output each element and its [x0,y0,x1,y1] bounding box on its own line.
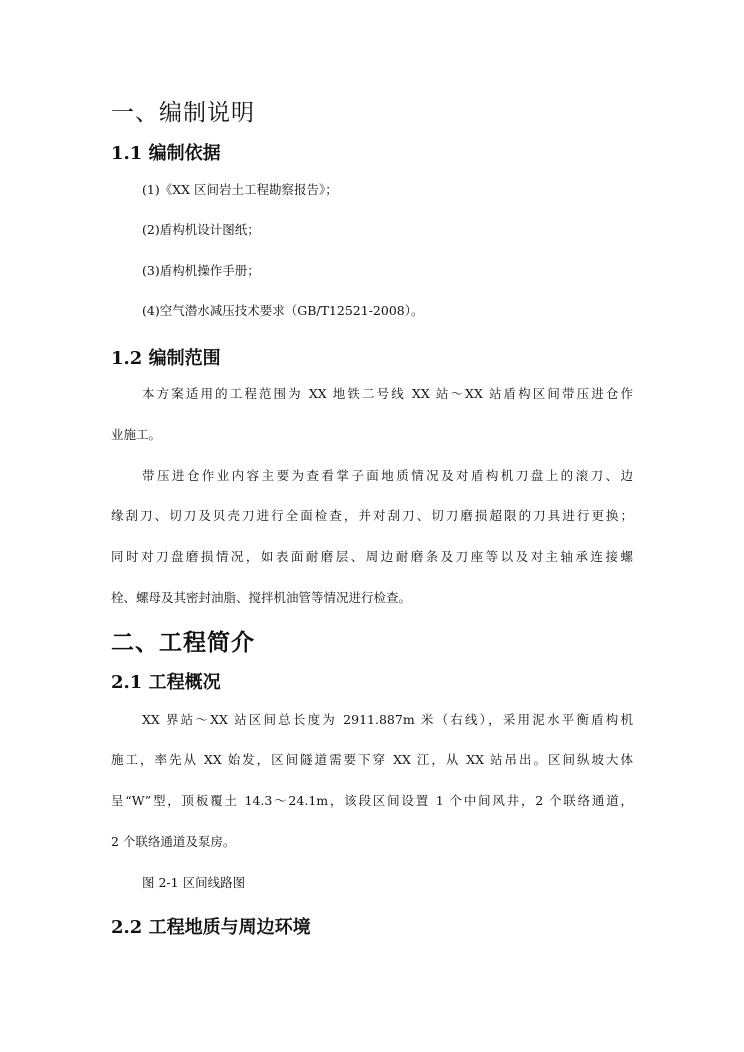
section-2-heading: 二、工程简介 [111,629,255,656]
content-paragraph-line: 同时对刀盘磨损情况，如表面耐磨层、周边耐磨条及刀座等以及对主轴承连接螺 [111,549,633,564]
reference-item: (3)盾构机操作手册； [142,263,260,278]
content-paragraph-line: 栓、螺母及其密封油脂、搅拌机油管等情况进行检查。 [111,590,412,605]
section-1-2-heading: 1.2 编制范围 [111,348,221,369]
reference-item: (2)盾构机设计图纸； [142,222,260,237]
content-paragraph-line: 缘刮刀、切刀及贝壳刀进行全面检查，并对刮刀、切刀磨损超限的刀具进行更换； [111,508,633,523]
reference-item: (4)空气潜水减压技术要求（GB/T12521-2008）。 [142,303,424,318]
reference-item: (1)《XX 区间岩土工程勘察报告》； [142,182,338,197]
scope-paragraph-line: 业施工。 [111,427,162,442]
scope-paragraph-line: 本方案适用的工程范围为 XX 地铁二号线 XX 站～XX 站盾构区间带压进仓作 [142,386,633,401]
overview-paragraph-line: XX 界站～XX 站区间总长度为 2911.887m 米（右线），采用泥水平衡盾构机 [142,712,633,727]
section-1-1-heading: 1.1 编制依据 [111,143,221,164]
overview-paragraph-line: 施工，率先从 XX 始发，区间隧道需要下穿 XX 江，从 XX 站吊出。区间纵坡大体 [111,752,633,767]
overview-paragraph-line: 2 个联络通道及泵房。 [111,834,236,849]
section-1-heading: 一、编制说明 [111,100,255,126]
figure-caption: 图 2-1 区间线路图 [142,875,246,890]
content-paragraph-line: 带压进仓作业内容主要为查看掌子面地质情况及对盾构机刀盘上的滚刀、边 [142,468,633,483]
section-2-1-heading: 2.1 工程概况 [111,672,221,693]
overview-paragraph-line: 呈“W”型，顶板覆土 14.3～24.1m，该段区间设置 1 个中间风井，2 个联络通道， [111,793,633,808]
section-2-2-heading: 2.2 工程地质与周边环境 [111,917,311,938]
